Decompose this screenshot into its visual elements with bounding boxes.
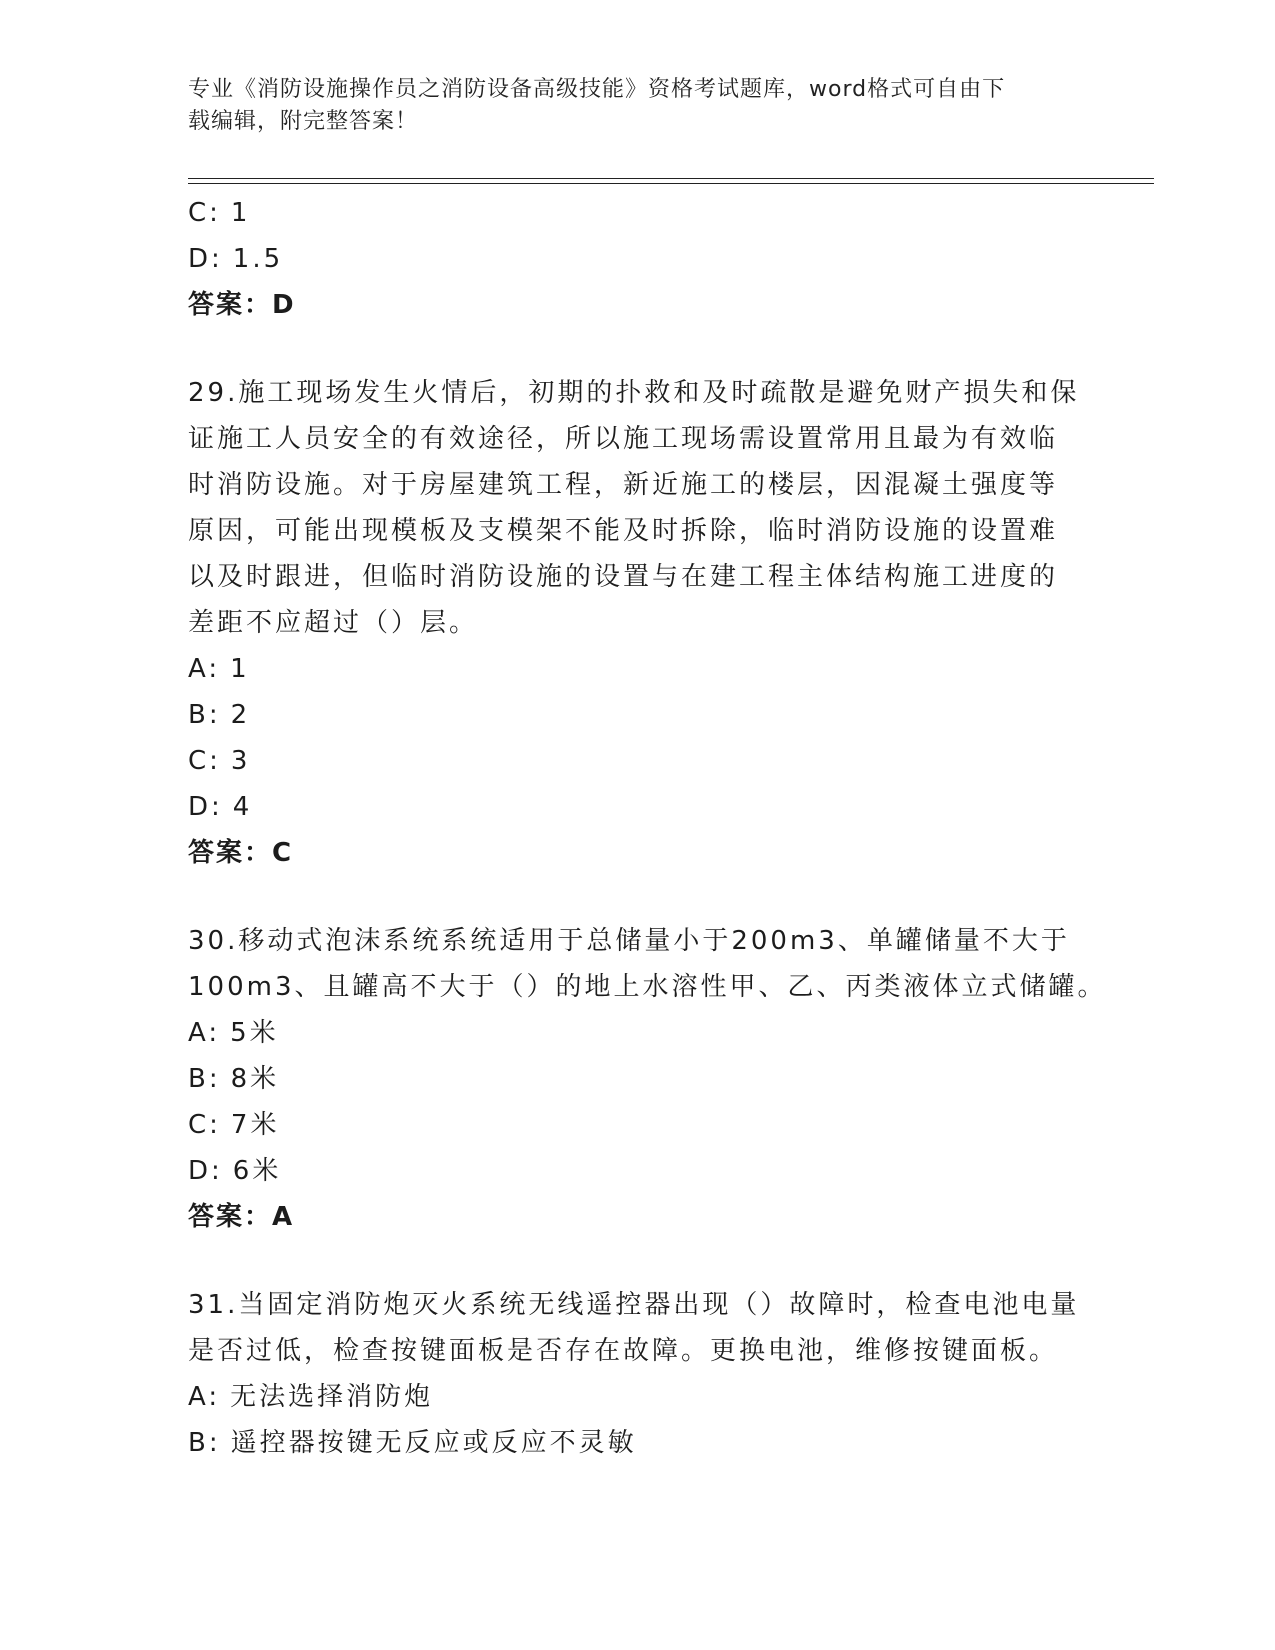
answer-line: 答案：A bbox=[188, 1202, 295, 1232]
option-b bbox=[188, 1056, 1088, 1102]
document-header bbox=[188, 74, 1088, 138]
option-b bbox=[188, 692, 1088, 738]
option-text: 2 bbox=[230, 700, 251, 730]
stem-line: 原因，可能出现模板及支模架不能及时拆除，临时消防设施的设置难 bbox=[188, 516, 1059, 546]
option-label: D: bbox=[188, 244, 223, 274]
option-text: 5米 bbox=[230, 1018, 279, 1048]
prev-question-block bbox=[188, 190, 1088, 328]
stem-line: 以及时跟进，但临时消防设施的设置与在建工程主体结构施工进度的 bbox=[188, 562, 1059, 592]
option-d bbox=[188, 784, 1088, 830]
question-30 bbox=[188, 918, 1107, 1240]
option-c bbox=[188, 190, 1088, 236]
stem-line: 100m3、且罐高不大于（）的地上水溶性甲、乙、丙类液体立式储罐。 bbox=[188, 972, 1107, 1002]
option-text: 6米 bbox=[232, 1156, 282, 1186]
option-label: B: bbox=[188, 700, 221, 730]
option-label: A: bbox=[188, 654, 221, 684]
stem-line: 证施工人员安全的有效途径，所以施工现场需设置常用且最为有效临 bbox=[188, 424, 1059, 454]
stem-line: 是否过低，检查按键面板是否存在故障。更换电池，维修按键面板。 bbox=[188, 1336, 1059, 1366]
option-text: 1 bbox=[230, 198, 251, 228]
header-rule-bottom bbox=[188, 183, 1154, 184]
stem-line: 30.移动式泡沫系统系统适用于总储量小于200m3、单罐储量不大于 bbox=[188, 926, 1070, 956]
question-stem bbox=[188, 1282, 1088, 1374]
question-29 bbox=[188, 370, 1088, 876]
option-text: 遥控器按键无反应或反应不灵敏 bbox=[230, 1428, 637, 1458]
header-rule-top bbox=[188, 178, 1154, 179]
option-label: B: bbox=[188, 1428, 221, 1458]
stem-line: 31.当固定消防炮灭火系统无线遥控器出现（）故障时，检查电池电量 bbox=[188, 1290, 1080, 1320]
option-label: B: bbox=[188, 1064, 221, 1094]
option-text: 无法选择消防炮 bbox=[230, 1382, 434, 1412]
answer-line: 答案：C bbox=[188, 838, 294, 868]
stem-line: 时消防设施。对于房屋建筑工程，新近施工的楼层，因混凝土强度等 bbox=[188, 470, 1059, 500]
option-label: D: bbox=[188, 792, 223, 822]
option-label: A: bbox=[188, 1018, 221, 1048]
header-title-line-2: 载编辑，附完整答案！ bbox=[188, 109, 419, 134]
question-body bbox=[188, 190, 1107, 1466]
question-31 bbox=[188, 1282, 1088, 1466]
option-label: C: bbox=[188, 198, 221, 228]
option-label: C: bbox=[188, 1110, 221, 1140]
option-label: D: bbox=[188, 1156, 223, 1186]
option-d bbox=[188, 236, 1088, 282]
option-text: 7米 bbox=[230, 1110, 280, 1140]
option-text: 1 bbox=[230, 654, 250, 684]
question-stem bbox=[188, 918, 1107, 1010]
option-d bbox=[188, 1148, 1088, 1194]
option-text: 1.5 bbox=[232, 244, 284, 274]
option-a bbox=[188, 1010, 1088, 1056]
option-c bbox=[188, 1102, 1088, 1148]
option-text: 3 bbox=[230, 746, 251, 776]
stem-line: 差距不应超过（）层。 bbox=[188, 608, 479, 638]
header-title-line-1: 专业《消防设施操作员之消防设备高级技能》资格考试题库，word格式可自由下 bbox=[188, 77, 1006, 102]
option-label: C: bbox=[188, 746, 221, 776]
option-b bbox=[188, 1420, 1088, 1466]
option-c bbox=[188, 738, 1088, 784]
answer-line: 答案：D bbox=[188, 290, 296, 320]
option-a bbox=[188, 646, 1088, 692]
option-a bbox=[188, 1374, 1088, 1420]
stem-line: 29.施工现场发生火情后，初期的扑救和及时疏散是避免财产损失和保 bbox=[188, 378, 1080, 408]
question-stem bbox=[188, 370, 1088, 646]
option-text: 4 bbox=[232, 792, 253, 822]
option-text: 8米 bbox=[230, 1064, 280, 1094]
option-label: A: bbox=[188, 1382, 221, 1412]
